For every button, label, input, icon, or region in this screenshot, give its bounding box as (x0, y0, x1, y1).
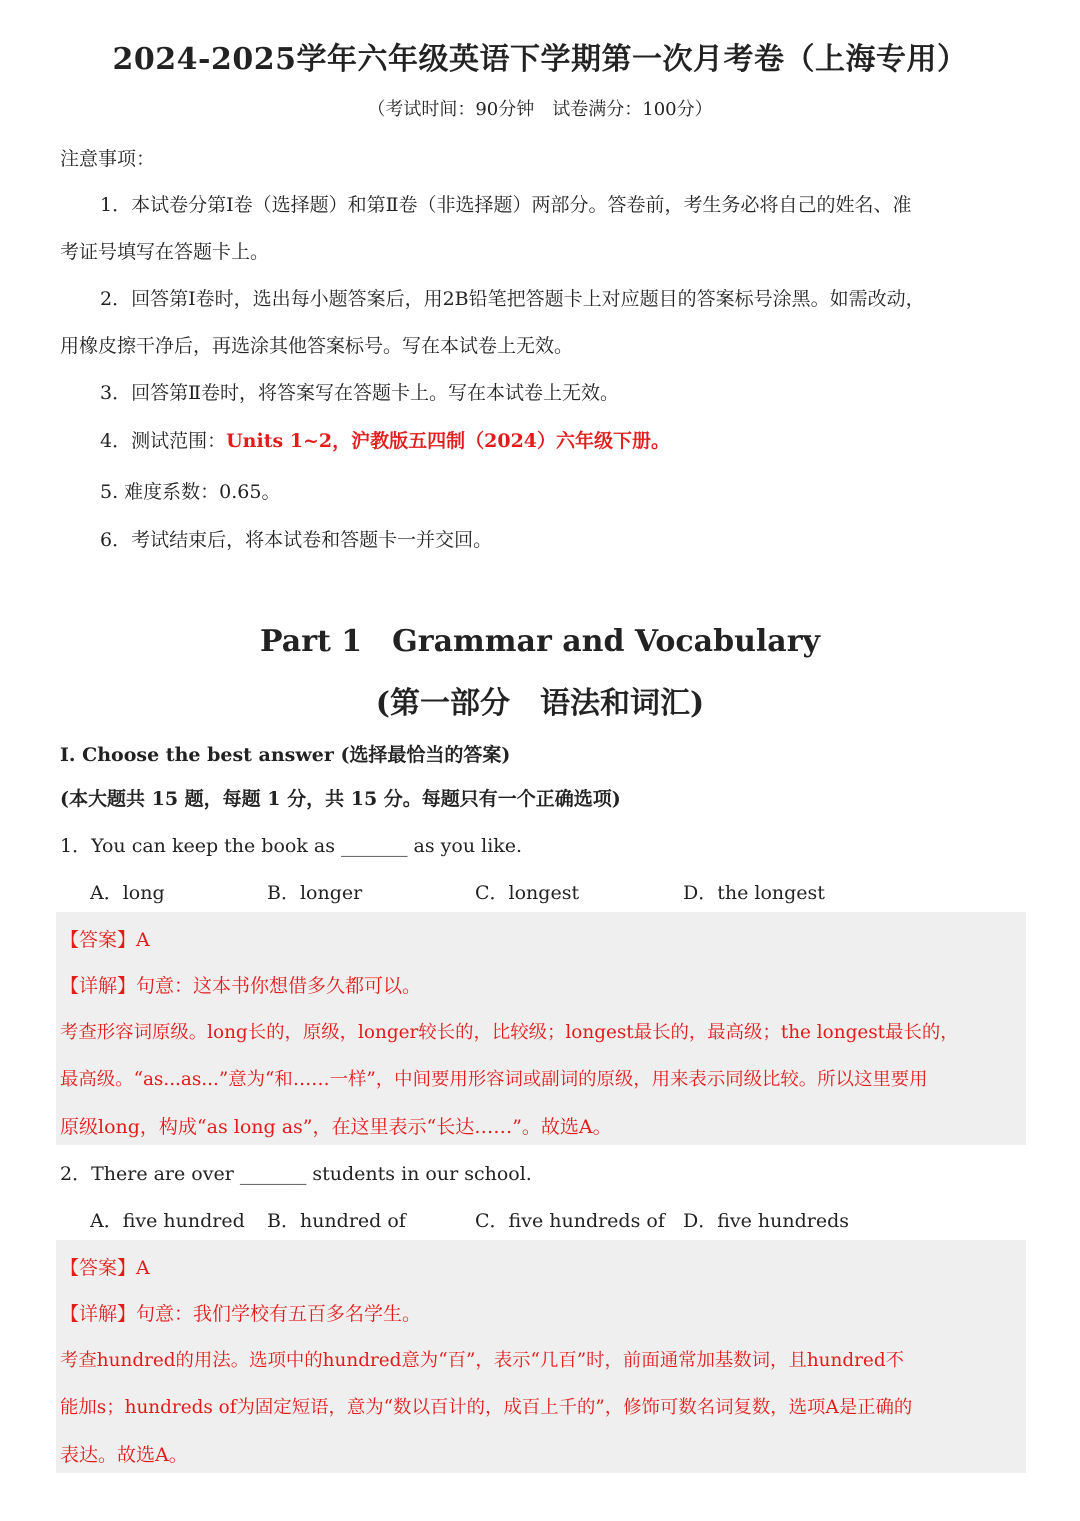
question-1-option-a: A．long (90, 882, 165, 904)
question-2-explanation-line-2: 能加s；hundreds of为固定短语，意为“数以百计的，成百上千的”，修饰可数名词复数，选项A是正确的 (60, 1397, 913, 1418)
section-instruction: (本大题共 15 题，每题 1 分，共 15 分。每题只有一个正确选项) (60, 788, 621, 810)
question-1-explanation-line-2: 最高级。“as...as...”意为“和……一样”，中间要用形容词或副词的原级，用来表示同级比较。所以这里要用 (60, 1069, 928, 1090)
note-item-5: 5. 难度系数：0.65。 (100, 481, 281, 503)
note-item-4-label: 4．测试范围： (100, 430, 227, 452)
exam-info: （考试时间：90分钟 试卷满分：100分） (367, 99, 713, 120)
question-2-stem: 2．There are over _______ students in our school. (60, 1163, 532, 1185)
question-2-detail: 【详解】句意：我们学校有五百多名学生。 (60, 1303, 422, 1325)
question-2-option-a: A．five hundred (90, 1210, 245, 1232)
note-item-1: 1．本试卷分第Ⅰ卷（选择题）和第Ⅱ卷（非选择题）两部分。答卷前，考生务必将自己的姓名、准 (100, 194, 912, 216)
question-1-answer: 【答案】A (60, 929, 150, 951)
note-item-6: 6．考试结束后，将本试卷和答题卡一并交回。 (100, 529, 493, 551)
question-1-option-d: D．the longest (683, 882, 825, 904)
question-2-option-c: C．five hundreds of (475, 1210, 665, 1232)
question-2-explanation-line-1: 考查hundred的用法。选项中的hundred意为“百”，表示“几百”时，前面通常加基数词，且hundred不 (60, 1350, 904, 1371)
question-2-answer: 【答案】A (60, 1257, 150, 1279)
note-item-2-cont: 用橡皮擦干净后，再选涂其他答案标号。写在本试卷上无效。 (60, 335, 574, 357)
note-item-2: 2．回答第Ⅰ卷时，选出每小题答案后，用2B铅笔把答题卡上对应题目的答案标号涂黑。如需改动， (100, 288, 925, 310)
section-heading: I. Choose the best answer (选择最恰当的答案) (60, 744, 511, 766)
question-1-detail: 【详解】句意：这本书你想借多久都可以。 (60, 975, 422, 997)
note-item-4 (100, 426, 1080, 453)
question-1-explanation-line-3: 原级long，构成“as long as”，在这里表示“长达……”。故选A。 (60, 1116, 612, 1138)
question-2-option-d: D．five hundreds (683, 1210, 850, 1232)
document-title: 2024-2025学年六年级英语下学期第一次月考卷（上海专用） (112, 42, 968, 77)
part-subtitle: (第一部分 语法和词汇) (375, 686, 705, 721)
question-1-option-c: C．longest (475, 882, 580, 904)
note-item-1-cont: 考证号填写在答题卡上。 (60, 241, 270, 263)
question-1-option-b: B．longer (267, 882, 363, 904)
note-item-3: 3．回答第Ⅱ卷时，将答案写在答题卡上。写在本试卷上无效。 (100, 382, 620, 404)
question-1-explanation-line-1: 考查形容词原级。long长的，原级，longer较长的，比较级；longest最长的，最高级；the longest最长的， (60, 1022, 959, 1043)
test-scope: Units 1~2，沪教版五四制（2024）六年级下册。 (226, 430, 671, 452)
part-title: Part 1 Grammar and Vocabulary (260, 624, 820, 659)
question-2-option-b: B．hundred of (267, 1210, 406, 1232)
question-1-stem: 1．You can keep the book as _______ as you like. (60, 835, 523, 857)
notes-heading: 注意事项： (60, 148, 156, 170)
question-2-explanation-line-3: 表达。故选A。 (60, 1444, 188, 1466)
